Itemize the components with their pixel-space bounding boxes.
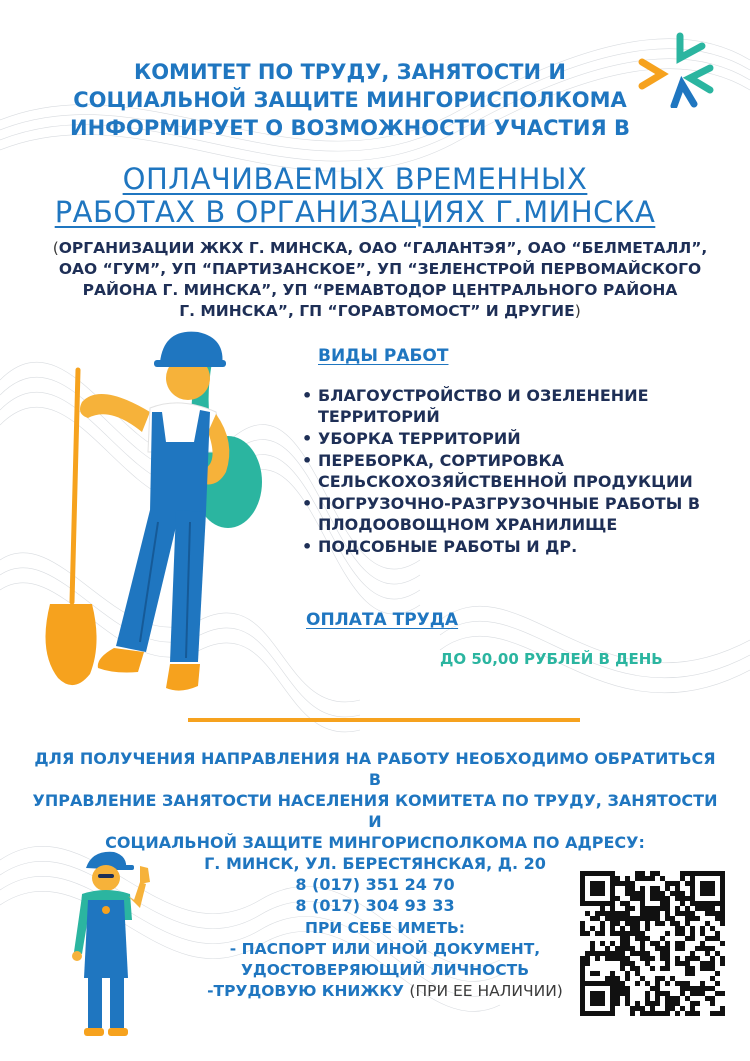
payment-title: ОПЛАТА ТРУДА — [306, 610, 459, 630]
work-item: • ПЕРЕБОРКА, СОРТИРОВКА СЕЛЬСКОХОЗЯЙСТВЕННОЙ ПРОДУКЦИИ — [300, 450, 720, 492]
work-item: • УБОРКА ТЕРРИТОРИЙ — [300, 428, 720, 449]
header-line-2: СОЦИАЛЬНОЙ ЗАЩИТЕ МИНГОРИСПОЛКОМА — [73, 88, 627, 112]
header-line-3: ИНФОРМИРУЕТ О ВОЗМОЖНОСТИ УЧАСТИЯ В — [70, 116, 630, 140]
work-item: • ПОДСОБНЫЕ РАБОТЫ И ДР. — [300, 536, 720, 557]
payment-value: ДО 50,00 РУБЛЕЙ В ДЕНЬ — [440, 650, 663, 668]
subtitle — [20, 163, 690, 229]
phone-number: 8 (017) 351 24 70 — [295, 875, 455, 894]
bring-line-1: - ПАСПОРТ ИЛИ ИНОЙ ДОКУМЕНТ, — [229, 940, 541, 958]
bring-line-2: УДОСТОВЕРЯЮЩИЙ ЛИЧНОСТЬ — [240, 961, 530, 979]
address: Г. МИНСК, УЛ. БЕРЕСТЯНСКАЯ, Д. 20 — [204, 854, 546, 873]
subtitle-line-2: РАБОТАХ В ОРГАНИЗАЦИЯХ Г.МИНСКА — [54, 195, 656, 229]
org-line-1: ОРГАНИЗАЦИИ ЖКХ Г. МИНСКА, ОАО “ГАЛАНТЭЯ”, ОАО “БЕЛМЕТАЛЛ”, — [58, 239, 708, 257]
logo-icon — [636, 28, 716, 108]
open-paren: ( — [52, 239, 59, 257]
close-paren: ) — [574, 302, 581, 320]
contact-line-2: УПРАВЛЕНИЕ ЗАНЯТОСТИ НАСЕЛЕНИЯ КОМИТЕТА ПО ТРУДУ, ЗАНЯТОСТИ И — [32, 791, 718, 831]
worker-waving-illustration — [62, 848, 162, 1048]
org-line-2: ОАО “ГУМ”, УП “ПАРТИЗАНСКОЕ”, УП “ЗЕЛЕНСТРОЙ ПЕРВОМАЙСКОГО — [58, 260, 702, 278]
bring-title: ПРИ СЕБЕ ИМЕТЬ: — [304, 919, 466, 937]
organizations-list — [30, 238, 730, 322]
bring-line-3: -ТРУДОВУЮ КНИЖКУ — [207, 982, 410, 1000]
header-line-1: КОМИТЕТ ПО ТРУДУ, ЗАНЯТОСТИ И — [134, 60, 566, 84]
work-item: • БЛАГОУСТРОЙСТВО И ОЗЕЛЕНЕНИЕ ТЕРРИТОРИЙ — [300, 385, 720, 427]
header-title — [70, 58, 630, 142]
org-line-4: Г. МИНСКА”, ГП “ГОРАВТОМОСТ” И ДРУГИЕ — [179, 302, 575, 320]
divider-line — [188, 718, 580, 722]
work-types-title: ВИДЫ РАБОТ — [318, 346, 449, 366]
bring-block — [150, 918, 620, 1002]
contact-line-3: СОЦИАЛЬНОЙ ЗАЩИТЕ МИНГОРИСПОЛКОМА ПО АДРЕСУ: — [105, 833, 645, 852]
phone-number: 8 (017) 304 93 33 — [295, 896, 455, 915]
subtitle-line-1: ОПЛАЧИВАЕМЫХ ВРЕМЕННЫХ — [122, 162, 588, 196]
contact-line-1: ДЛЯ ПОЛУЧЕНИЯ НАПРАВЛЕНИЯ НА РАБОТУ НЕОБХОДИМО ОБРАТИТЬСЯ В — [34, 749, 716, 789]
worker-with-shovel-illustration — [30, 322, 270, 712]
bring-line-3-paren: (ПРИ ЕЕ НАЛИЧИИ) — [409, 982, 563, 1000]
work-types-list — [300, 385, 720, 558]
qr-code-icon[interactable] — [580, 871, 725, 1016]
work-item: • ПОГРУЗОЧНО-РАЗГРУЗОЧНЫЕ РАБОТЫ В ПЛОДООВОЩНОМ ХРАНИЛИЩЕ — [300, 493, 720, 535]
org-line-3: РАЙОНА Г. МИНСКА”, УП “РЕМАВТОДОР ЦЕНТРАЛЬНОГО РАЙОНА — [82, 281, 678, 299]
